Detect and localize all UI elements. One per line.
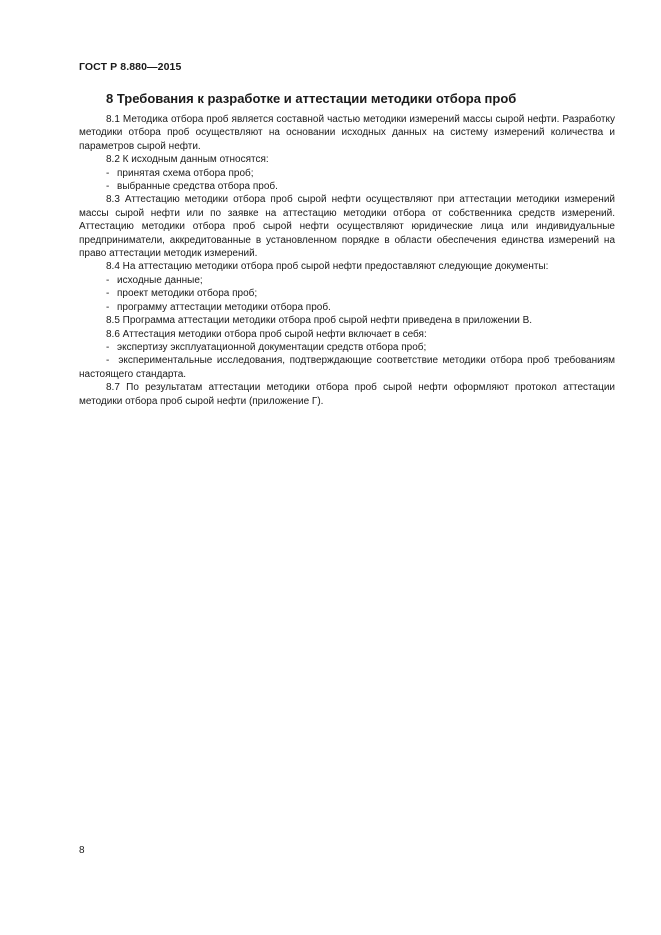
paragraph-8-7: 8.7 По результатам аттестации методики отбора проб сырой нефти оформляют протокол аттестации методики отбора проб сырой нефти (приложение Г).	[79, 382, 615, 407]
page-number: 8	[79, 845, 85, 856]
paragraph-8-2: 8.2 К исходным данным относятся:	[106, 154, 269, 166]
paragraph-8-5: 8.5 Программа аттестации методики отбора проб сырой нефти приведена в приложении В.	[106, 315, 533, 327]
list-item: - экспертизу эксплуатационной документации средств отбора проб;	[106, 341, 427, 353]
list-item: - программу аттестации методики отбора проб.	[106, 301, 331, 313]
paragraph-8-6: 8.6 Аттестация методики отбора проб сырой нефти включает в себя:	[106, 328, 427, 340]
section-body	[79, 113, 615, 408]
document-header: ГОСТ Р 8.880—2015	[79, 61, 182, 73]
list-item: - проект методики отбора проб;	[106, 288, 258, 300]
list-item: - принятая схема отбора проб;	[106, 167, 254, 179]
section-title: 8 Требования к разработке и аттестации методики отбора проб	[106, 91, 517, 106]
paragraph-8-4: 8.4 На аттестацию методики отбора проб сырой нефти предоставляют следующие документы:	[106, 261, 549, 273]
list-item-wrapped: - экспериментальные исследования, подтверждающие соответствие методики отбора проб требованиям настоящего стандарта.	[79, 355, 615, 380]
paragraph-8-1: 8.1 Методика отбора проб является составной частью методики измерений массы сырой нефти. Разработку методики отбора проб осуществляют на основании исходных данных на систему измерений количества и параметров сырой нефти.	[79, 114, 615, 152]
list-item: - выбранные средства отбора проб.	[106, 181, 278, 193]
list-item: - исходные данные;	[106, 274, 203, 286]
paragraph-8-3: 8.3 Аттестацию методики отбора проб сырой нефти осуществляют при аттестации методики измерений массы сырой нефти или по заявке на аттестацию методики отбора от собственника средств измерений. Аттестацию методики отбора проб сырой нефти осуществляют юридические лица или индивидуальные предприниматели, аккредитованные в установленном порядке в области обеспечения единства измерений на право аттестации методик измерений.	[79, 194, 615, 260]
